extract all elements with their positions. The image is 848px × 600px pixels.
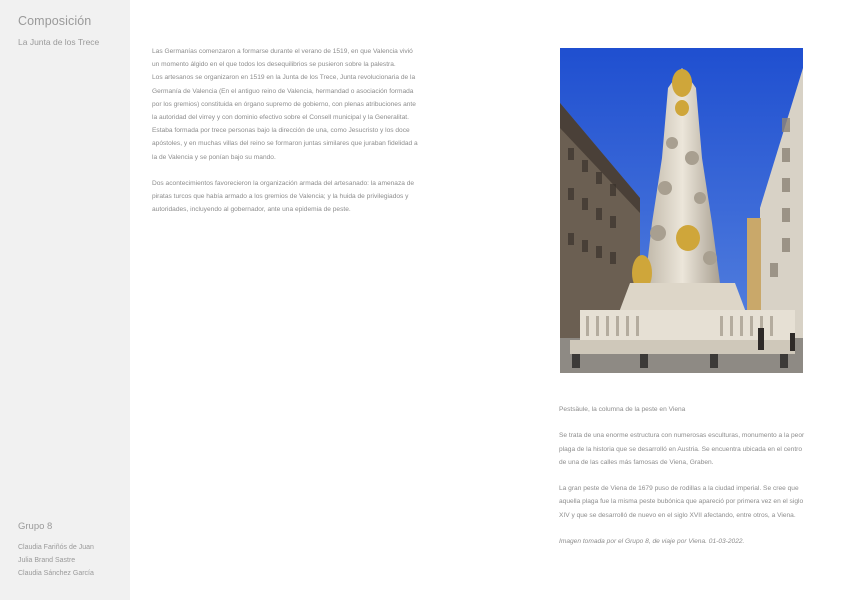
paragraph: Los artesanos se organizaron en 1519 en la Junta de los Trece, Junta revolucionaria de la Germanía de Valencia (En el antiguo reino de Valencia, hermandad o asociación formada por los gremios) constituida en órgano supremo de gobierno, con plenas atribuciones ante la autoridad del virrey y con dominio efectivo sobre el Consell municipal y la Generalitat. Estaba formada por trece personas bajo la dirección de una, como Jesucristo y los doce apóstoles, y en muchas villas del reino se formaron juntas similares que juraban fidelidad a la de Valencia y se ponían bajo su mando. — [152, 74, 418, 161]
caption-paragraph: La gran peste de Viena de 1679 puso de rodillas a la ciudad imperial. Se cree que aquella plaga fue la misma peste bubónica que apareció por primera vez en el siglo XIV y que se desarrolló de nuevo en el siglo XVII afectando, entre otros, a Viena. — [559, 485, 804, 519]
paragraph: Las Germanías comenzaron a formarse durante el verano de 1519, en que Valencia vivió un momento álgido en el que todos los desequilibrios se pusieron sobre la palestra. — [152, 48, 413, 69]
group-members — [18, 541, 94, 580]
document-subtitle: La Junta de los Trece — [18, 37, 100, 47]
member-name: Claudia Sánchez García — [18, 570, 94, 577]
photo-credit: Imagen tomada por el Grupo 8, de viaje por Viena. 01-03-2022. — [559, 537, 745, 545]
caption-paragraph: Se trata de una enorme estructura con numerosas esculturas, monumento a la peor plaga de la historia que se desarrolló en Austria. Se encuentra ubicada en el centro de una de las calles más famosas de Viena, Graben. — [559, 432, 805, 466]
photo-illustration — [560, 48, 803, 373]
plague-column-photo — [560, 48, 803, 373]
document-title: Composición — [18, 14, 92, 28]
main-text — [152, 45, 420, 217]
group-label: Grupo 8 — [18, 521, 53, 532]
photo-caption-block — [559, 403, 807, 548]
sidebar — [0, 0, 130, 600]
paragraph: Dos acontecimientos favorecieron la organización armada del artesanado: la amenaza de piratas turcos que había armado a los gremios de Valencia; y la huida de privilegiados y autoridades, incluyendo al gobernador, ante una epidemia de peste. — [152, 180, 415, 214]
member-name: Julia Brand Sastre — [18, 557, 76, 564]
caption-title: Pestsäule, la columna de la peste en Viena — [559, 406, 686, 413]
member-name: Claudia Fariñós de Juan — [18, 544, 94, 551]
